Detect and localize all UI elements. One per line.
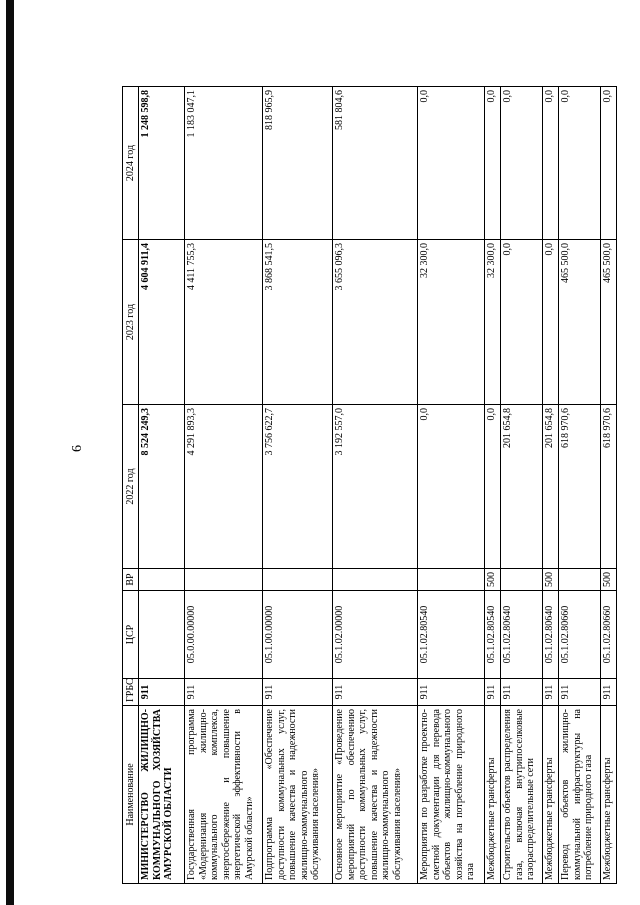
table-row [543, 87, 559, 884]
cell-vr [139, 569, 185, 591]
cell-name: Межбюджетные трансферты [485, 706, 501, 884]
cell-2023: 0,0 [543, 240, 559, 405]
cell-grbs: 911 [501, 679, 543, 706]
cell-2022: 3 756 622,7 [263, 405, 333, 569]
table-header-row [123, 87, 139, 884]
cell-2024: 0,0 [418, 87, 485, 240]
cell-2022: 618 970,6 [559, 405, 601, 569]
cell-csr: 05.1.02.80540 [485, 591, 501, 679]
col-header-vr: ВР [123, 569, 139, 591]
cell-grbs: 911 [543, 679, 559, 706]
cell-csr: 05.1.02.80640 [501, 591, 543, 679]
cell-2024: 0,0 [501, 87, 543, 240]
cell-2024: 0,0 [485, 87, 501, 240]
col-header-2022: 2022 год [123, 405, 139, 569]
table-row [501, 87, 543, 884]
table-row [559, 87, 601, 884]
cell-csr: 05.1.02.00000 [333, 591, 418, 679]
cell-2023: 465 500,0 [559, 240, 601, 405]
cell-2023: 32 300,0 [418, 240, 485, 405]
cell-2024: 818 965,9 [263, 87, 333, 240]
cell-name: МИНИСТЕРСТВО ЖИЛИЩНО-КОММУНАЛЬНОГО ХОЗЯЙСТВА АМУРСКОЙ ОБЛАСТИ [139, 706, 185, 884]
cell-name: Межбюджетные трансферты [543, 706, 559, 884]
cell-2024: 1 248 598,8 [139, 87, 185, 240]
col-header-2023: 2023 год [123, 240, 139, 405]
cell-2023: 4 411 755,3 [185, 240, 263, 405]
cell-2024: 581 804,6 [333, 87, 418, 240]
cell-csr: 05.1.02.80640 [543, 591, 559, 679]
cell-2024: 0,0 [601, 87, 617, 240]
cell-2022: 3 192 557,0 [333, 405, 418, 569]
cell-grbs: 911 [139, 679, 185, 706]
page-number: 6 [70, 445, 85, 452]
cell-2023: 4 604 911,4 [139, 240, 185, 405]
col-header-name: Наименование [123, 706, 139, 884]
cell-vr [263, 569, 333, 591]
cell-vr: 500 [485, 569, 501, 591]
cell-2022: 8 524 249,3 [139, 405, 185, 569]
cell-2022: 0,0 [418, 405, 485, 569]
budget-table [122, 86, 617, 884]
table-row [485, 87, 501, 884]
cell-name: Подпрограмма «Обеспечение доступности коммунальных услуг, повышение качества и надежности жилищно-коммунального обслуживания населения» [263, 706, 333, 884]
cell-2024: 0,0 [543, 87, 559, 240]
cell-grbs: 911 [333, 679, 418, 706]
cell-csr [139, 591, 185, 679]
cell-2023: 32 300,0 [485, 240, 501, 405]
cell-grbs: 911 [485, 679, 501, 706]
cell-2022: 0,0 [485, 405, 501, 569]
cell-2022: 618 970,6 [601, 405, 617, 569]
cell-name: Межбюджетные трансферты [601, 706, 617, 884]
cell-grbs: 911 [418, 679, 485, 706]
cell-name: Перевод объектов жилищно-коммунальной инфраструктуры на потребление природного газа [559, 706, 601, 884]
cell-csr: 05.1.00.00000 [263, 591, 333, 679]
table-row [333, 87, 418, 884]
cell-vr [185, 569, 263, 591]
cell-2022: 201 654,8 [501, 405, 543, 569]
cell-csr: 05.1.02.80660 [601, 591, 617, 679]
col-header-2024: 2024 год [123, 87, 139, 240]
table-row [185, 87, 263, 884]
cell-vr [418, 569, 485, 591]
table-row [263, 87, 333, 884]
cell-2022: 4 291 893,3 [185, 405, 263, 569]
scan-edge-bar [6, 0, 14, 905]
cell-2023: 0,0 [501, 240, 543, 405]
cell-name: Основное мероприятие «Проведение мероприятий по обеспечению доступности коммунальных услуг, повышение качества и надежности жилищно-коммунального обслуживания населения» [333, 706, 418, 884]
cell-2024: 0,0 [559, 87, 601, 240]
cell-vr: 500 [543, 569, 559, 591]
table-row-ministry [139, 87, 185, 884]
cell-grbs: 911 [185, 679, 263, 706]
col-header-csr: ЦСР [123, 591, 139, 679]
cell-name: Государственная программа «Модернизация жилищно-коммунального комплекса, энергосбережение и повышение энергетической эффективности в Амурской области» [185, 706, 263, 884]
table-row [418, 87, 485, 884]
cell-grbs: 911 [263, 679, 333, 706]
rotated-table-wrapper [122, 87, 613, 884]
cell-csr: 05.1.02.80540 [418, 591, 485, 679]
col-header-grbs: ГРБС [123, 679, 139, 706]
cell-2023: 3 868 541,5 [263, 240, 333, 405]
cell-vr: 500 [601, 569, 617, 591]
cell-vr [559, 569, 601, 591]
cell-2022: 201 654,8 [543, 405, 559, 569]
cell-2024: 1 183 047,1 [185, 87, 263, 240]
table-row [601, 87, 617, 884]
cell-csr: 05.0.00.00000 [185, 591, 263, 679]
cell-name: Мероприятия по разработке проектно-сметной документации для перевода объектов жилищно-коммунального хозяйства на потребление природного газа [418, 706, 485, 884]
cell-vr [501, 569, 543, 591]
cell-grbs: 911 [601, 679, 617, 706]
cell-name: Строительство объектов распределения газа, включая внутрипоселковые газораспределительные сети [501, 706, 543, 884]
cell-2023: 3 655 096,3 [333, 240, 418, 405]
cell-csr: 05.1.02.80660 [559, 591, 601, 679]
cell-vr [333, 569, 418, 591]
cell-2023: 465 500,0 [601, 240, 617, 405]
cell-grbs: 911 [559, 679, 601, 706]
